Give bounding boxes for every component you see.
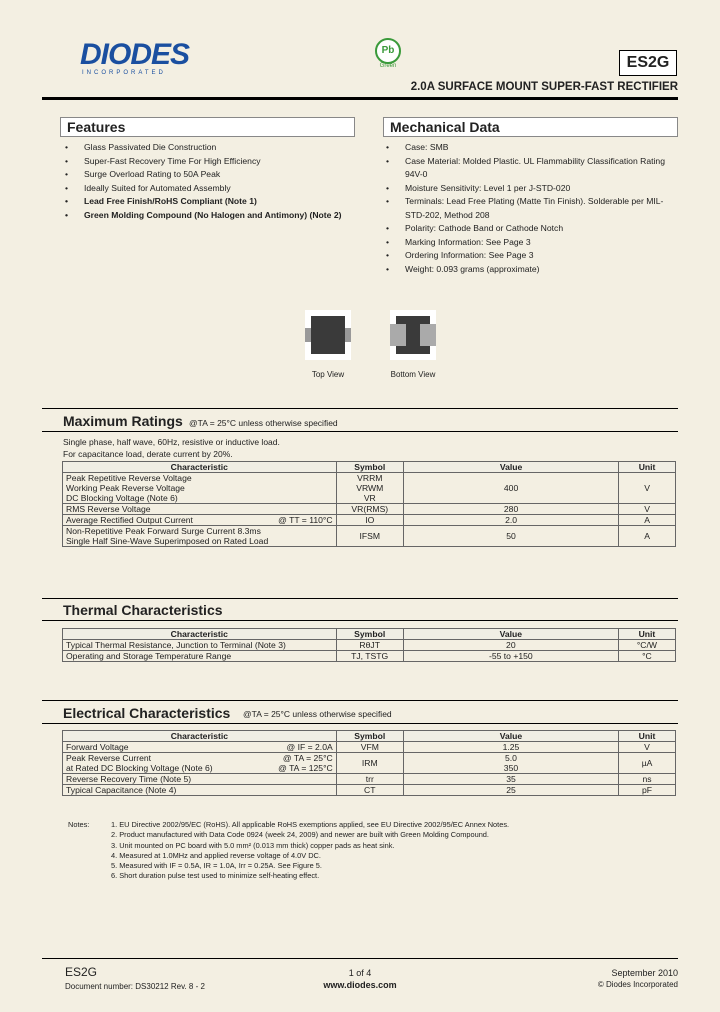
value-cell: 2.0 (404, 515, 619, 526)
condition-text: @ IF = 2.0A (286, 742, 333, 752)
mechanical-heading: Mechanical Data (383, 117, 678, 137)
characteristic-text: Average Rectified Output Current (66, 515, 193, 525)
mechanical-item: • Polarity: Cathode Band or Cathode Notch (383, 222, 678, 236)
footer-date: September 2010 (611, 968, 678, 978)
note-item: 5. Measured with IF = 0.5A, IR = 1.0A, Irr = 0.25A. See Figure 5. (111, 861, 322, 871)
table-header-cell: Symbol (336, 462, 403, 473)
notes-list (111, 820, 681, 882)
note-item: 4. Measured at 1.0MHz and applied reverse voltage of 4.0V DC. (111, 850, 321, 860)
characteristic-cell (63, 785, 337, 796)
max-ratings-title: Maximum Ratings (63, 413, 183, 429)
divider (42, 598, 678, 599)
unit-cell: A (619, 515, 676, 526)
characteristic-cell (63, 774, 337, 785)
electrical-table (62, 730, 676, 796)
symbol-cell: CT (336, 785, 403, 796)
value-cell: 35 (403, 774, 618, 785)
mechanical-item: • Case: SMB (383, 141, 678, 155)
note-item: 1. EU Directive 2002/95/EC (RoHS). All applicable RoHS exemptions applied, see EU Directive 2002/95/EC Annex Notes. (111, 820, 510, 829)
feature-item: • Super-Fast Recovery Time For High Efficiency (62, 155, 362, 169)
symbol-cell: VRRM VRWM VR (336, 473, 403, 504)
green-label: Green (379, 63, 397, 69)
divider (42, 700, 678, 701)
max-ratings-intro-1: Single phase, half wave, 60Hz, resistive or inductive load. (63, 437, 280, 447)
mechanical-item: • Terminals: Lead Free Plating (Matte Tin Finish). Solderable per MIL-STD-202, Method 208 (383, 195, 678, 222)
value-cell: 25 (403, 785, 618, 796)
footer-part: ES2G (65, 965, 98, 979)
table-row (63, 753, 676, 774)
top-view-image (305, 310, 351, 360)
symbol-cell: VFM (336, 742, 403, 753)
divider (42, 723, 678, 724)
electrical-title: Electrical Characteristics (63, 705, 231, 721)
characteristic-text: Typical Capacitance (Note 4) (66, 785, 177, 795)
condition-text: @ TA = 25°C @ TA = 125°C (278, 753, 333, 773)
value-cell: 50 (404, 526, 619, 547)
symbol-cell: RθJT (336, 640, 403, 651)
lead-free-icon: Pb (375, 38, 401, 64)
table-row (63, 515, 676, 526)
footer-url[interactable]: www.diodes.com (323, 980, 397, 990)
divider (42, 408, 678, 409)
note-item: 3. Unit mounted on PC board with 5.0 mm² (0.013 mm thick) copper pads as heat sink. (111, 840, 395, 850)
footer-copyright: © Diodes Incorporated (597, 980, 678, 989)
unit-cell: µA (619, 753, 676, 774)
divider (42, 431, 678, 432)
max-ratings-intro-2: For capacitance load, derate current by 20%. (63, 449, 233, 459)
bottom-view-image (390, 310, 436, 360)
table-header-cell: Unit (618, 629, 675, 640)
max-ratings-table (62, 461, 676, 547)
value-cell: 400 (404, 473, 619, 504)
table-row (63, 640, 676, 651)
characteristic-text: RMS Reverse Voltage (66, 504, 151, 514)
value-cell: 1.25 (403, 742, 618, 753)
feature-item: • Lead Free Finish/RoHS Compliant (Note 1) (62, 195, 362, 209)
feature-item: • Surge Overload Rating to 50A Peak (62, 168, 362, 182)
symbol-cell: trr (336, 774, 403, 785)
symbol-cell: TJ, TSTG (336, 651, 403, 662)
value-cell: 280 (404, 504, 619, 515)
characteristic-cell (63, 526, 337, 547)
mechanical-item: • Case Material: Molded Plastic. UL Flammability Classification Rating 94V-0 (383, 155, 678, 182)
characteristic-text: Typical Thermal Resistance, Junction to Terminal (Note 3) (66, 640, 286, 650)
characteristic-cell (63, 504, 337, 515)
characteristic-cell (63, 742, 337, 753)
unit-cell: °C/W (618, 640, 675, 651)
unit-cell: °C (618, 651, 675, 662)
table-row (63, 473, 676, 504)
feature-item: • Glass Passivated Die Construction (62, 141, 362, 155)
table-header-cell: Symbol (336, 731, 403, 742)
features-heading: Features (60, 117, 355, 137)
table-header-cell: Characteristic (63, 462, 337, 473)
unit-cell: A (619, 526, 676, 547)
characteristic-text: Non-Repetitive Peak Forward Surge Current 8.3ms Single Half Sine-Wave Superimposed on Rated Load (66, 526, 269, 546)
table-header-cell: Characteristic (63, 629, 337, 640)
table-header-cell: Unit (619, 462, 676, 473)
page-subtitle: 2.0A SURFACE MOUNT SUPER-FAST RECTIFIER (410, 81, 678, 93)
mechanical-item: • Moisture Sensitivity: Level 1 per J-STD-020 (383, 182, 678, 196)
unit-cell: ns (619, 774, 676, 785)
top-view-caption: Top View (311, 370, 345, 379)
note-item: 6. Short duration pulse test used to minimize self-heating effect. (111, 871, 320, 881)
symbol-cell: IFSM (336, 526, 403, 547)
thermal-table (62, 628, 676, 662)
table-header-cell: Symbol (336, 629, 403, 640)
table-row (63, 651, 676, 662)
header-divider (42, 97, 678, 100)
unit-cell: V (619, 473, 676, 504)
note-item: 2. Product manufactured with Data Code 0924 (week 24, 2009) and newer are built with Green Molding Compound. (111, 830, 489, 840)
table-row (63, 774, 676, 785)
divider (42, 620, 678, 621)
logo-subtitle: INCORPORATED (82, 70, 166, 76)
table-row (63, 504, 676, 515)
mechanical-item: • Ordering Information: See Page 3 (383, 249, 678, 263)
table-header-cell: Value (404, 462, 619, 473)
bottom-view-caption: Bottom View (390, 370, 436, 379)
symbol-cell: IRM (336, 753, 403, 774)
mechanical-item: • Marking Information: See Page 3 (383, 236, 678, 250)
table-header-cell: Characteristic (63, 731, 337, 742)
characteristic-text: Forward Voltage (66, 742, 129, 752)
footer-divider (42, 958, 678, 959)
mechanical-list (383, 141, 678, 276)
value-cell: -55 to +150 (403, 651, 618, 662)
max-ratings-condition: @TA = 25°C unless otherwise specified (189, 418, 338, 428)
value-cell: 20 (403, 640, 618, 651)
characteristic-text: Reverse Recovery Time (Note 5) (66, 774, 192, 784)
characteristic-text: Peak Reverse Current at Rated DC Blocking Voltage (Note 6) (66, 753, 213, 773)
symbol-cell: IO (336, 515, 403, 526)
characteristic-cell (63, 651, 337, 662)
characteristic-cell (63, 473, 337, 504)
diodes-logo: DIODES (80, 38, 190, 71)
part-number: ES2G (619, 50, 677, 76)
table-header-cell: Value (403, 731, 618, 742)
unit-cell: V (619, 742, 676, 753)
table-row (63, 526, 676, 547)
characteristic-cell (63, 753, 337, 774)
table-header-cell: Value (403, 629, 618, 640)
value-cell: 5.0 350 (403, 753, 618, 774)
thermal-title: Thermal Characteristics (63, 602, 223, 618)
characteristic-cell (63, 515, 337, 526)
condition-text: @ TT = 110°C (278, 515, 333, 525)
characteristic-text: Operating and Storage Temperature Range (66, 651, 232, 661)
feature-item: • Ideally Suited for Automated Assembly (62, 182, 362, 196)
mechanical-item: • Weight: 0.093 grams (approximate) (383, 263, 678, 277)
footer-doc-number: Document number: DS30212 Rev. 8 - 2 (65, 982, 205, 991)
features-list (62, 141, 362, 222)
table-row (63, 742, 676, 753)
characteristic-text: Peak Repetitive Reverse Voltage Working Peak Reverse Voltage DC Blocking Voltage (Note 6) (66, 473, 192, 503)
footer-page: 1 of 4 (348, 968, 372, 978)
characteristic-cell (63, 640, 337, 651)
unit-cell: V (619, 504, 676, 515)
feature-item: • Green Molding Compound (No Halogen and Antimony) (Note 2) (62, 209, 362, 223)
table-header-cell: Unit (619, 731, 676, 742)
notes-label: Notes: (68, 820, 90, 829)
table-row (63, 785, 676, 796)
unit-cell: pF (619, 785, 676, 796)
symbol-cell: VR(RMS) (336, 504, 403, 515)
electrical-condition: @TA = 25°C unless otherwise specified (243, 709, 392, 719)
